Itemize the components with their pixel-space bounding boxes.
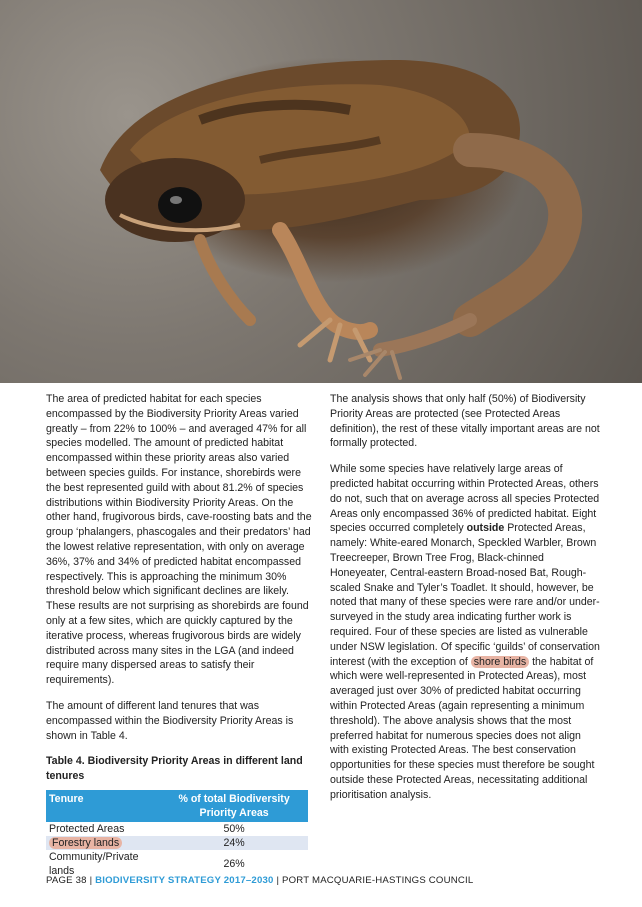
text-run: the habitat of which were well-represented in Protected Areas), most averaged just over 30% of predicted habitat occurring within Protected Areas (again representing a minimum threshold). The above analysis shows that the most preferred habitat for numerous species does not align with existing Protected Areas. The best conservation opportunities for these species must therefore be sought outside these Protected Areas, necessitating additional prioritisation analysis. bbox=[330, 655, 595, 801]
page-footer bbox=[46, 875, 473, 886]
table-cell-tenure: Protected Areas bbox=[46, 822, 160, 836]
organisation-name: PORT MACQUARIE-HASTINGS COUNCIL bbox=[282, 875, 474, 886]
table-row bbox=[46, 836, 308, 850]
table-row bbox=[46, 822, 308, 836]
highlighted-text: Forestry lands bbox=[49, 837, 122, 849]
page-number: PAGE 38 bbox=[46, 875, 87, 886]
footer-separator: | bbox=[276, 875, 280, 886]
text-run: While some species have relatively large areas of predicted habitat occurring within Protected Areas, others do not, such that on average across all species Protected Areas only encompassed 36% of predicted habitat. Eight species occurred completely bbox=[330, 463, 600, 535]
table-cell-pct: 26% bbox=[160, 850, 308, 878]
tenure-table bbox=[46, 790, 308, 878]
body-paragraph: The analysis shows that only half (50%) of Biodiversity Priority Areas are protected (see Protected Areas definition), the rest of these vitally important areas are not formally protected. bbox=[330, 393, 600, 450]
text-run: Protected Areas, namely: White-eared Monarch, Speckled Warbler, Brown Treecreeper, Brown Tree Frog, Black-chinned Honeyeater, Central-eastern Broad-nosed Bat, Rough-scaled Snake and Tyler’s Toadlet. It should, however, be noted that many of these species were rare and/or under-surveyed in the study area indicating further work is required. Four of these species are listed as vulnerable under NSW legislation. Of specific ‘guilds’ of conservation interest (with the exception of bbox=[330, 522, 600, 668]
body-paragraph bbox=[330, 462, 600, 802]
table-header-pct: % of total Biodiversity Priority Areas bbox=[160, 790, 308, 822]
frog-photo bbox=[0, 0, 642, 383]
footer-separator: | bbox=[89, 875, 93, 886]
table-row bbox=[46, 850, 308, 878]
document-title: BIODIVERSITY STRATEGY 2017–2030 bbox=[95, 875, 274, 886]
table-header-tenure: Tenure bbox=[46, 790, 160, 822]
table-cell-tenure bbox=[46, 836, 160, 850]
right-column bbox=[330, 392, 600, 814]
table-cell-pct: 24% bbox=[160, 836, 308, 850]
emphasis-text: outside bbox=[466, 522, 505, 535]
table-header-row bbox=[46, 790, 308, 822]
frog-illustration bbox=[0, 0, 642, 383]
highlighted-text: shore birds bbox=[471, 656, 529, 668]
table-caption: Table 4. Biodiversity Priority Areas in different land tenures bbox=[46, 755, 303, 783]
body-paragraph: The amount of different land tenures that was encompassed within the Biodiversity Priority Areas is shown in Table 4. bbox=[46, 699, 294, 742]
table-cell-tenure: Community/Private lands bbox=[46, 850, 160, 878]
left-column bbox=[46, 392, 316, 878]
table-cell-pct: 50% bbox=[160, 822, 308, 836]
body-paragraph: The area of predicted habitat for each species encompassed by the Biodiversity Priority Areas varied greatly – from 22% to 100% – and averaged 47% for all species modelled. The amount of predicted habitat encompassed within these priority areas also varied between species guilds. For instance, shorebirds were the best represented guild with about 81.2% of species distributions within Biodiversity Priority Areas. On the other hand, frugivorous birds, cave-roosting bats and the group ‘phalangers, phascogales and their predators’ had the lowest relative representation, with only on average 36%, 37% and 34% of predicted habitat encompassed respectively. This is approaching the minimum 30% threshold below which significant declines are likely. These results are not surprising as shorebirds are found only at a few sites, which are quickly captured by the iterative process, whereas frugivorous birds are widely distributed across many sites in the LGA (and indeed require many dispersed areas to satisfy their requirements). bbox=[46, 393, 312, 687]
